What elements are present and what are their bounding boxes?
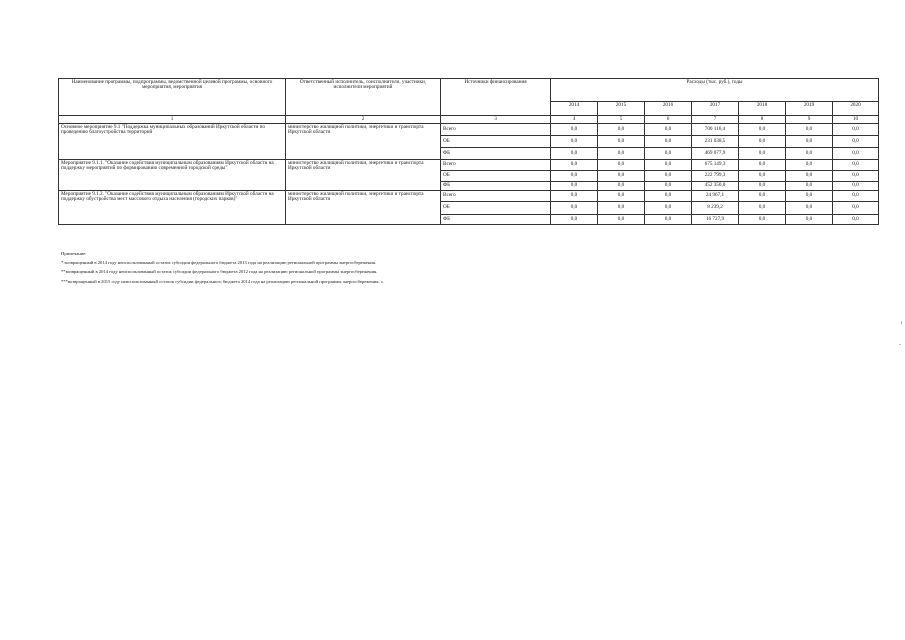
column-numbers-row xyxy=(59,116,879,124)
value-cell: 0,0 xyxy=(786,202,833,215)
expenses-table xyxy=(58,78,879,225)
value-cell: 0,0 xyxy=(833,124,879,136)
value-cell: 0,0 xyxy=(551,136,598,148)
value-cell: 0,0 xyxy=(645,124,692,136)
value-cell: 0,0 xyxy=(645,182,692,191)
value-cell: 0,0 xyxy=(833,215,879,225)
notes-title: Примечание: xyxy=(61,251,87,256)
value-cell: 0,0 xyxy=(786,124,833,136)
executor-name: министерство жилищной политики, энергетики и транспорта Иркутской области xyxy=(286,191,441,225)
value-cell: 0,0 xyxy=(551,124,598,136)
value-cell: 0,0 xyxy=(551,182,598,191)
table-row xyxy=(59,124,879,136)
notes-section xyxy=(61,252,384,289)
value-cell: 0,0 xyxy=(739,191,786,202)
executor-name: министерство жилищной политики, энергетики и транспорта Иркутской области xyxy=(286,124,441,160)
value-cell: 0,0 xyxy=(551,215,598,225)
value-cell: 0,0 xyxy=(598,171,645,182)
value-cell: 0,0 xyxy=(739,215,786,225)
value-cell: 0,0 xyxy=(833,202,879,215)
value-cell: 0,0 xyxy=(786,148,833,160)
header-executor: Ответственный исполнитель, соисполнители, участники, исполнители мероприятий xyxy=(286,79,441,116)
funding-source: ОБ xyxy=(441,202,551,215)
value-cell: 700 116,4 xyxy=(692,124,739,136)
column-number: 10 xyxy=(833,116,879,124)
value-cell: 0,0 xyxy=(739,182,786,191)
value-cell: 0,0 xyxy=(786,160,833,171)
value-cell: 0,0 xyxy=(598,136,645,148)
header-program: Наименование программы, подпрограммы, ведомственной целевой программы, основного мероприятия, мероприятия xyxy=(59,79,286,116)
value-cell: 0,0 xyxy=(551,202,598,215)
value-cell: 16 727,9 xyxy=(692,215,739,225)
value-cell: 0,0 xyxy=(645,202,692,215)
value-cell: 0,0 xyxy=(833,191,879,202)
value-cell: 0,0 xyxy=(598,160,645,171)
program-name: Основное мероприятие 9.1 "Поддержка муниципальных образований Иркутской области по проведению благоустройства территорий xyxy=(59,124,286,160)
value-cell: 0,0 xyxy=(551,148,598,160)
year-cell: 2019 xyxy=(786,102,833,116)
column-number: 7 xyxy=(692,116,739,124)
value-cell: 0,0 xyxy=(645,160,692,171)
value-cell: 24 967,1 xyxy=(692,191,739,202)
scan-artifact xyxy=(899,344,901,345)
value-cell: 452 350,0 xyxy=(692,182,739,191)
value-cell: 0,0 xyxy=(786,171,833,182)
year-cell: 2016 xyxy=(645,102,692,116)
value-cell: 0,0 xyxy=(833,136,879,148)
value-cell: 0,0 xyxy=(598,215,645,225)
column-number: 5 xyxy=(598,116,645,124)
value-cell: 0,0 xyxy=(833,160,879,171)
table-row xyxy=(59,191,879,202)
value-cell: 0,0 xyxy=(551,160,598,171)
note-item: * возвращенный в 2014 году неиспользованный остаток субсидии федерального бюджета 2013 года на реализацию региональной программы энергосбережения. xyxy=(61,260,377,266)
value-cell: 0,0 xyxy=(786,215,833,225)
funding-source: Всего xyxy=(441,124,551,136)
value-cell: 0,0 xyxy=(833,182,879,191)
column-number: 1 xyxy=(59,116,286,124)
value-cell: 0,0 xyxy=(645,215,692,225)
value-cell: 0,0 xyxy=(645,148,692,160)
value-cell: 0,0 xyxy=(598,182,645,191)
year-cell: 2014 xyxy=(551,102,598,116)
header-row xyxy=(59,79,879,102)
note-item: ***возвращенный в 2015 году неиспользованный остаток субсидии федерального бюджета 2014 года на реализацию региональной программы энергосбережения. ». xyxy=(61,278,385,284)
year-cell: 2017 xyxy=(692,102,739,116)
column-number: 6 xyxy=(645,116,692,124)
note-item: **возвращенный в 2014 году неиспользованный остаток субсидии федерального бюджета 2012 года на реализацию региональной программы энергосбережения. xyxy=(61,269,378,275)
funding-source: ФБ xyxy=(441,215,551,225)
funding-source: ФБ xyxy=(441,148,551,160)
column-number: 9 xyxy=(786,116,833,124)
program-name: Мероприятие 9.1.1. "Оказание содействия муниципальным образованиям Иркутской области на поддержку мероприятий по формированию современной городской среды" xyxy=(59,160,286,191)
value-cell: 0,0 xyxy=(786,191,833,202)
value-cell: 222 799,3 xyxy=(692,171,739,182)
funding-source: ОБ xyxy=(441,136,551,148)
funding-source: ОБ xyxy=(441,171,551,182)
header-expenses: Расходы (тыс. руб.), годы xyxy=(551,79,879,102)
value-cell: 0,0 xyxy=(739,202,786,215)
program-name: Мероприятие 9.1.2. "Оказание содействия муниципальным образованиям Иркутской области на поддержку обустройства мест массового отдыха населения (городских парков)" xyxy=(59,191,286,225)
year-cell: 2015 xyxy=(598,102,645,116)
year-cell: 2018 xyxy=(739,102,786,116)
value-cell: 0,0 xyxy=(739,160,786,171)
value-cell: 0,0 xyxy=(645,191,692,202)
value-cell: 0,0 xyxy=(551,191,598,202)
column-number: 2 xyxy=(286,116,441,124)
funding-source: ФБ xyxy=(441,182,551,191)
value-cell: 0,0 xyxy=(833,148,879,160)
column-number: 4 xyxy=(551,116,598,124)
header-source: Источники финансирования xyxy=(441,79,551,116)
value-cell: 0,0 xyxy=(739,171,786,182)
value-cell: 0,0 xyxy=(739,136,786,148)
value-cell: 0,0 xyxy=(786,182,833,191)
value-cell: 0,0 xyxy=(833,171,879,182)
value-cell: 0,0 xyxy=(645,136,692,148)
value-cell: 0,0 xyxy=(645,171,692,182)
scan-artifact xyxy=(901,321,902,324)
funding-source: Всего xyxy=(441,191,551,202)
value-cell: 0,0 xyxy=(739,148,786,160)
value-cell: 0,0 xyxy=(598,148,645,160)
year-cell: 2020 xyxy=(833,102,879,116)
value-cell: 0,0 xyxy=(551,171,598,182)
column-number: 3 xyxy=(441,116,551,124)
column-number: 8 xyxy=(739,116,786,124)
executor-name: министерство жилищной политики, энергетики и транспорта Иркутской области xyxy=(286,160,441,191)
funding-source: Всего xyxy=(441,160,551,171)
value-cell: 0,0 xyxy=(739,124,786,136)
value-cell: 0,0 xyxy=(786,136,833,148)
value-cell: 675 149,3 xyxy=(692,160,739,171)
value-cell: 8 239,2 xyxy=(692,202,739,215)
value-cell: 0,0 xyxy=(598,202,645,215)
value-cell: 0,0 xyxy=(598,124,645,136)
table-row xyxy=(59,160,879,171)
value-cell: 231 038,5 xyxy=(692,136,739,148)
value-cell: 469 077,9 xyxy=(692,148,739,160)
value-cell: 0,0 xyxy=(598,191,645,202)
